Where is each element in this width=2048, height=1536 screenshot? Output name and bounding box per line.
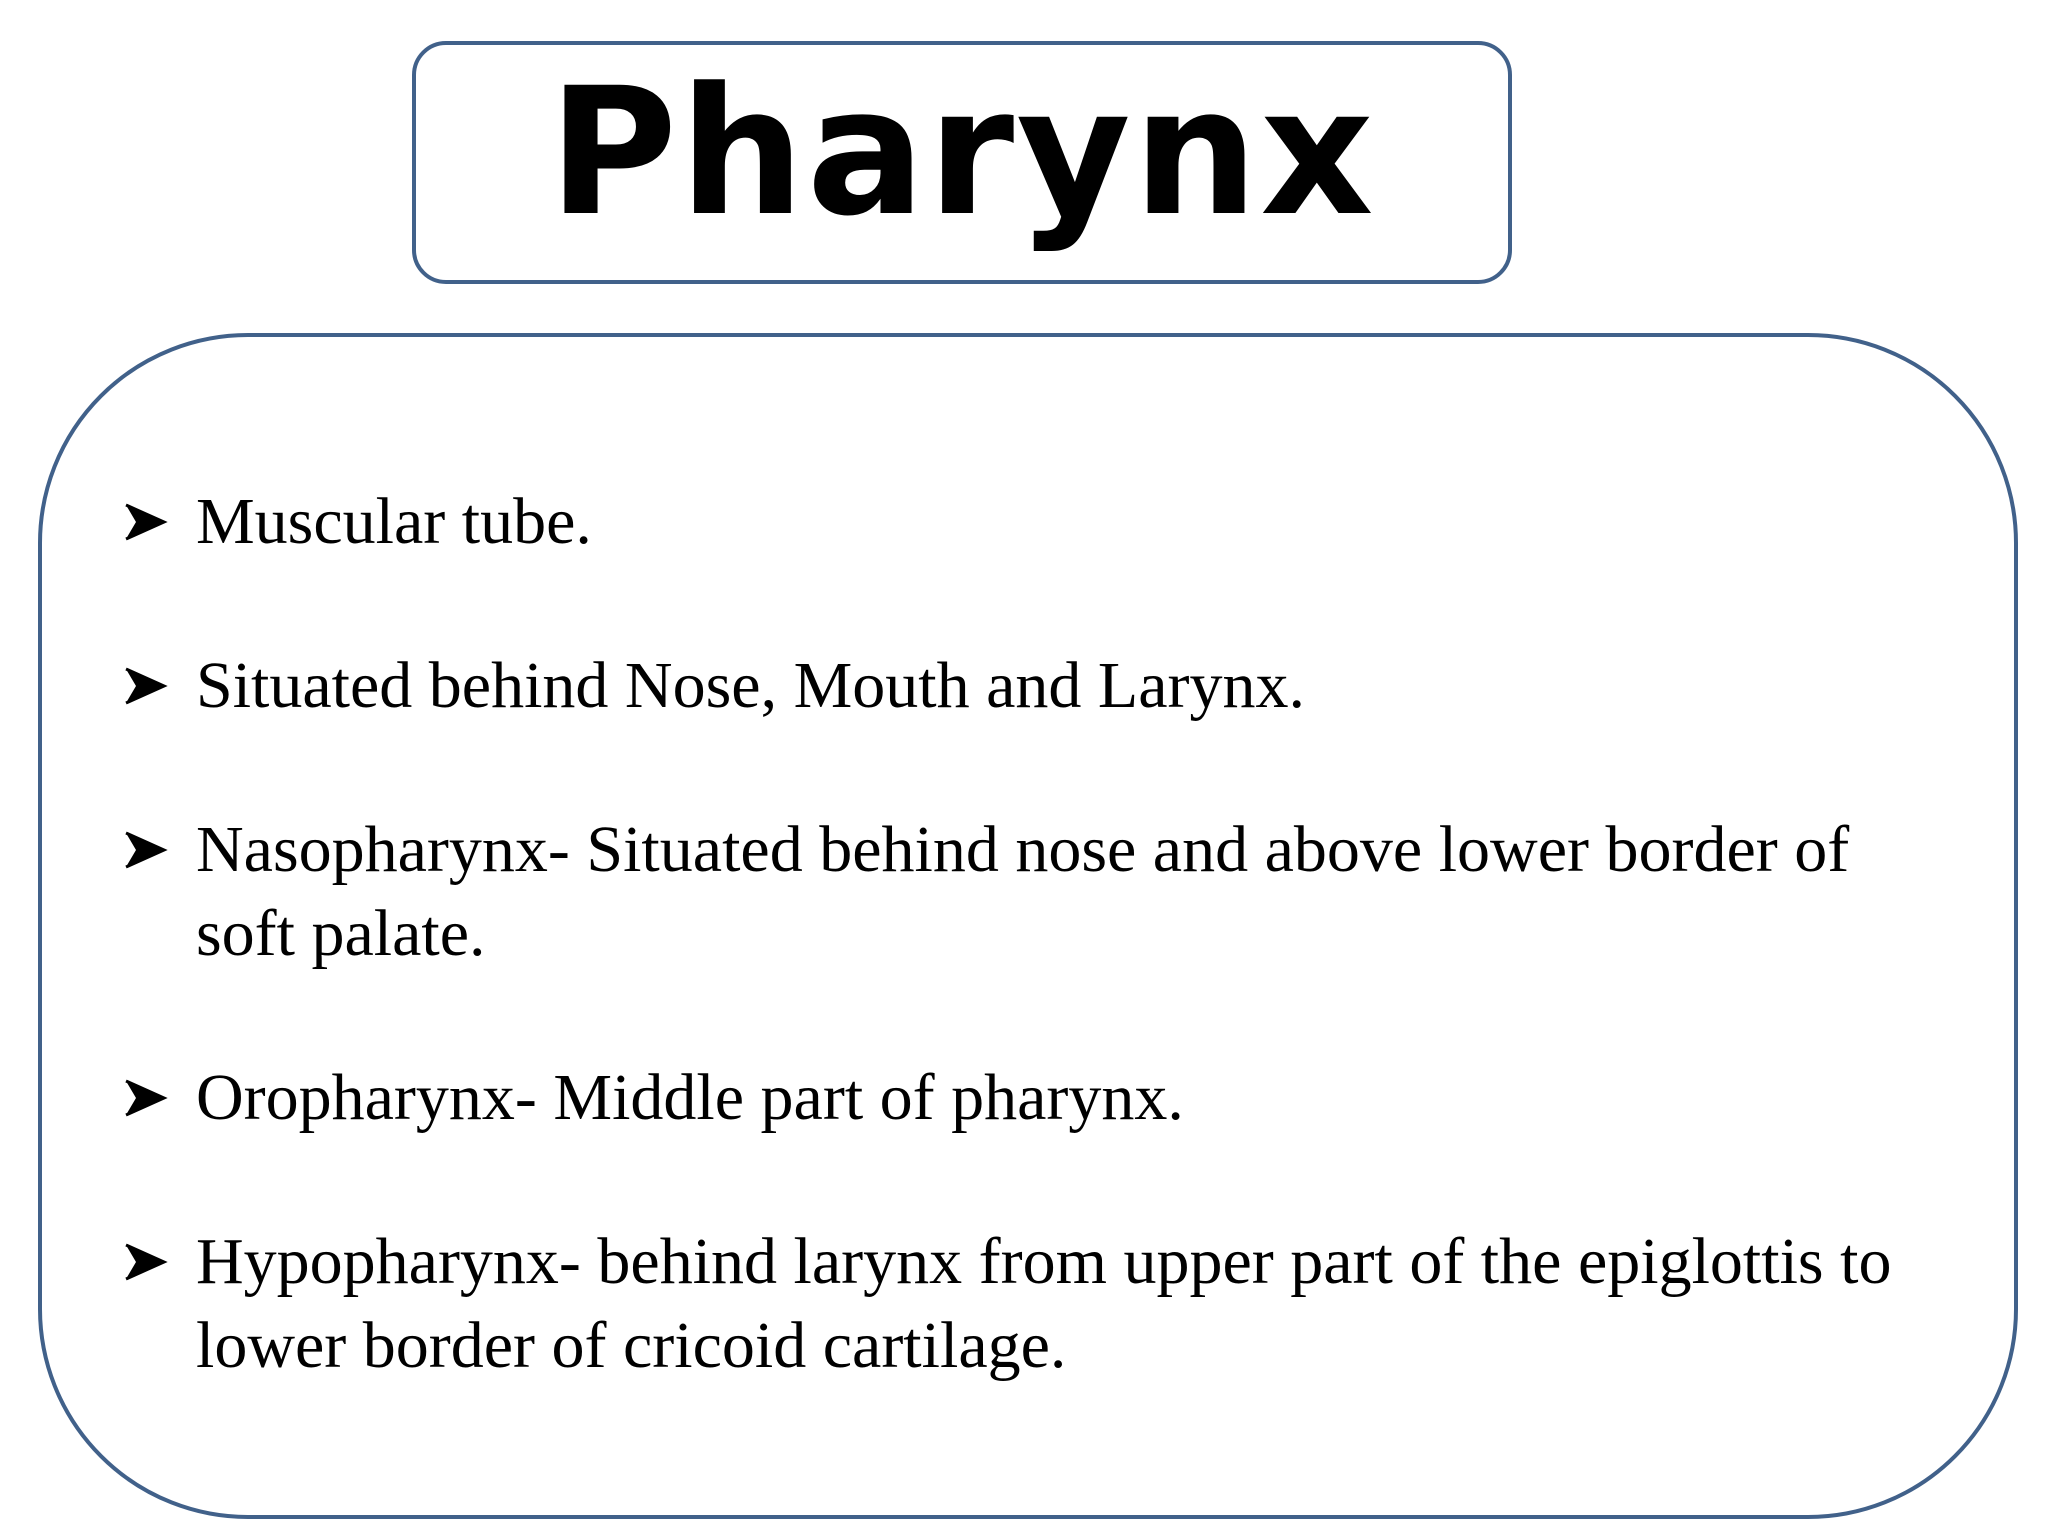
- arrowhead-bullet-icon: [122, 808, 196, 892]
- bullet-text: Muscular tube.: [196, 485, 592, 558]
- arrowhead-bullet-icon: [122, 480, 196, 564]
- arrowhead-bullet-icon: [122, 1220, 196, 1304]
- bullet-text: Nasopharynx- Situated behind nose and above lower border of soft palate.: [196, 813, 1850, 970]
- list-item: [122, 1056, 1952, 1140]
- arrowhead-bullet-icon: [122, 1056, 196, 1140]
- arrowhead-bullet-icon: [122, 644, 196, 728]
- list-item: [122, 480, 1952, 564]
- title-box: [412, 41, 1512, 284]
- bullet-text: Hypopharynx- behind larynx from upper part of the epiglottis to lower border of cricoid cartilage.: [196, 1225, 1892, 1382]
- bullet-text: Oropharynx- Middle part of pharynx.: [196, 1061, 1184, 1134]
- bullet-text: Situated behind Nose, Mouth and Larynx.: [196, 649, 1305, 722]
- page-title: Pharynx: [548, 49, 1376, 255]
- list-item: [122, 808, 1952, 976]
- list-item: [122, 1220, 1952, 1388]
- list-item: [122, 644, 1952, 728]
